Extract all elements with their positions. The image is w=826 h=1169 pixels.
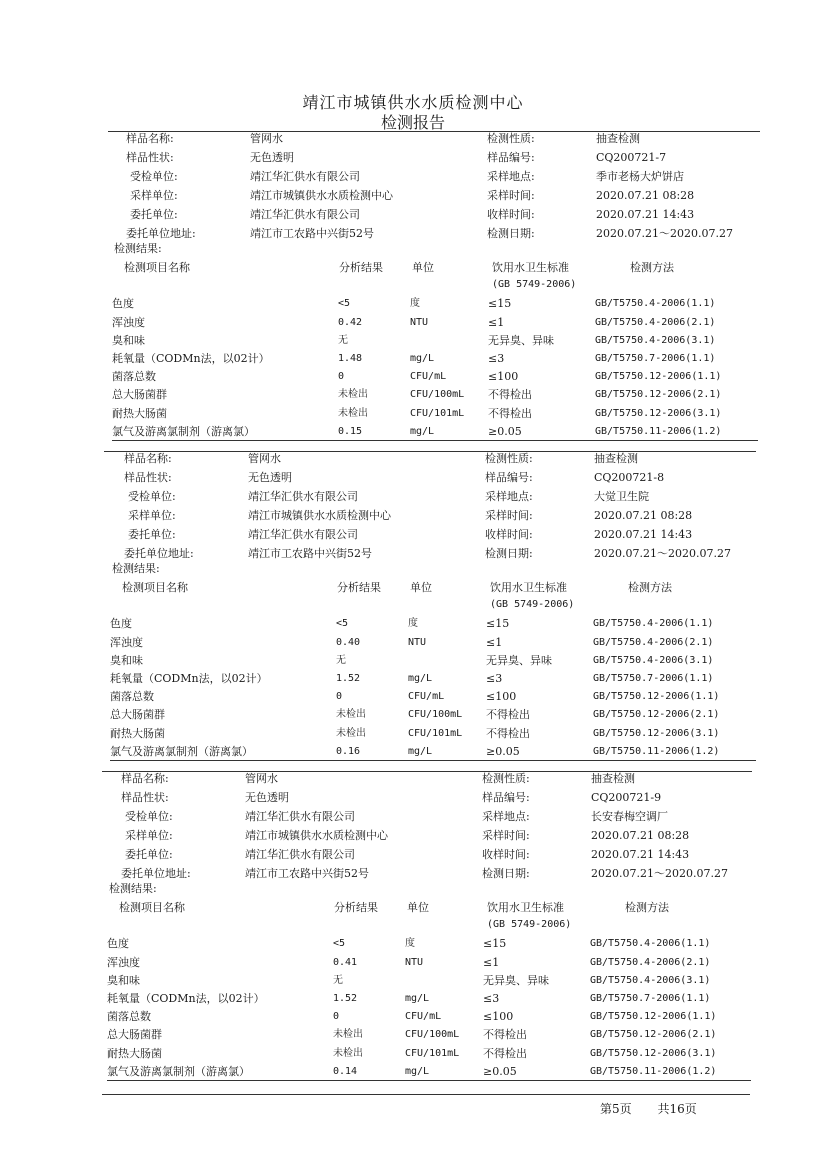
col-header-item: 检测项目名称 bbox=[124, 261, 190, 274]
info-value: 2020.07.21～2020.07.27 bbox=[594, 547, 731, 560]
row-item: 耗氧量（CODMn法，以02计） bbox=[112, 352, 270, 365]
row-method: GB/T5750.12-2006(1.1) bbox=[590, 1011, 717, 1022]
row-result: 0.41 bbox=[333, 957, 358, 968]
row-standard: ≥0.05 bbox=[483, 1065, 517, 1078]
row-standard: ≤100 bbox=[483, 1010, 514, 1023]
row-method: GB/T5750.4-2006(3.1) bbox=[593, 655, 714, 666]
row-unit: mg/L bbox=[408, 673, 433, 684]
info-label: 检测日期: bbox=[487, 227, 535, 240]
row-method: GB/T5750.7-2006(1.1) bbox=[590, 993, 711, 1004]
row-standard: ≤100 bbox=[486, 690, 517, 703]
info-value: 无色透明 bbox=[248, 471, 292, 484]
row-result: <5 bbox=[333, 938, 346, 949]
row-item: 总大肠菌群 bbox=[110, 708, 165, 721]
row-item: 耗氧量（CODMn法，以02计） bbox=[110, 672, 268, 685]
info-label: 样品性状: bbox=[126, 151, 174, 164]
row-result: 无 bbox=[338, 335, 348, 346]
section-divider bbox=[108, 131, 760, 132]
info-value: CQ200721-8 bbox=[594, 471, 665, 484]
row-unit: mg/L bbox=[405, 1066, 430, 1077]
table-bottom-rule bbox=[110, 760, 756, 761]
info-value: 2020.07.21～2020.07.27 bbox=[591, 867, 728, 880]
info-value: 靖江市城镇供水水质检测中心 bbox=[250, 189, 393, 202]
row-unit: 度 bbox=[410, 298, 420, 309]
col-header-item: 检测项目名称 bbox=[119, 901, 185, 914]
row-item: 耐热大肠菌 bbox=[110, 727, 165, 740]
row-standard: ≤3 bbox=[488, 352, 505, 365]
row-standard: 不得检出 bbox=[483, 1028, 527, 1041]
row-unit: CFU/mL bbox=[405, 1011, 442, 1022]
row-method: GB/T5750.12-2006(2.1) bbox=[590, 1029, 717, 1040]
row-method: GB/T5750.12-2006(3.1) bbox=[595, 408, 722, 419]
row-method: GB/T5750.12-2006(3.1) bbox=[590, 1048, 717, 1059]
row-item: 氯气及游离氯制剂（游离氯） bbox=[110, 745, 253, 758]
row-result: 未检出 bbox=[338, 408, 368, 419]
row-standard: 不得检出 bbox=[486, 708, 530, 721]
row-unit: CFU/101mL bbox=[410, 408, 465, 419]
info-label: 受检单位: bbox=[128, 490, 176, 503]
row-result: 0.15 bbox=[338, 426, 363, 437]
row-standard: ≤3 bbox=[486, 672, 503, 685]
row-unit: mg/L bbox=[410, 353, 435, 364]
info-label: 采样单位: bbox=[130, 189, 178, 202]
row-result: 未检出 bbox=[336, 728, 366, 739]
row-result: 1.52 bbox=[333, 993, 358, 1004]
row-method: GB/T5750.4-2006(1.1) bbox=[595, 298, 716, 309]
row-method: GB/T5750.7-2006(1.1) bbox=[593, 673, 714, 684]
row-standard: ≤1 bbox=[488, 316, 505, 329]
row-result: 1.52 bbox=[336, 673, 361, 684]
row-unit: mg/L bbox=[410, 426, 435, 437]
row-unit: CFU/100mL bbox=[408, 709, 463, 720]
info-value: 靖江华汇供水有限公司 bbox=[245, 848, 355, 861]
info-label: 委托单位地址: bbox=[126, 227, 196, 240]
col-header-unit: 单位 bbox=[412, 261, 434, 274]
info-value: 管网水 bbox=[245, 772, 278, 785]
row-method: GB/T5750.12-2006(1.1) bbox=[595, 371, 722, 382]
row-method: GB/T5750.4-2006(3.1) bbox=[595, 335, 716, 346]
row-method: GB/T5750.11-2006(1.2) bbox=[590, 1066, 717, 1077]
row-standard: ≤100 bbox=[488, 370, 519, 383]
page-footer bbox=[600, 1100, 719, 1117]
row-unit: CFU/mL bbox=[408, 691, 445, 702]
row-result: <5 bbox=[336, 618, 349, 629]
info-value: 靖江华汇供水有限公司 bbox=[245, 810, 355, 823]
row-item: 菌落总数 bbox=[112, 370, 156, 383]
info-label: 样品编号: bbox=[482, 791, 530, 804]
info-value: CQ200721-9 bbox=[591, 791, 662, 804]
row-method: GB/T5750.7-2006(1.1) bbox=[595, 353, 716, 364]
row-result: <5 bbox=[338, 298, 351, 309]
info-value: 靖江华汇供水有限公司 bbox=[248, 528, 358, 541]
row-unit: CFU/101mL bbox=[405, 1048, 460, 1059]
row-item: 耐热大肠菌 bbox=[107, 1047, 162, 1060]
info-label: 采样时间: bbox=[482, 829, 530, 842]
row-unit: NTU bbox=[405, 957, 424, 968]
info-label: 委托单位地址: bbox=[121, 867, 191, 880]
info-value: 靖江华汇供水有限公司 bbox=[248, 490, 358, 503]
row-item: 耗氧量（CODMn法，以02计） bbox=[107, 992, 265, 1005]
row-item: 色度 bbox=[110, 617, 132, 630]
info-value: 靖江市城镇供水水质检测中心 bbox=[245, 829, 388, 842]
col-header-standard-ref: (GB 5749-2006) bbox=[487, 919, 572, 930]
col-header-standard: 饮用水卫生标准 bbox=[492, 261, 569, 274]
info-label: 检测日期: bbox=[485, 547, 533, 560]
info-label: 采样时间: bbox=[487, 189, 535, 202]
info-value: 靖江市城镇供水水质检测中心 bbox=[248, 509, 391, 522]
row-item: 菌落总数 bbox=[107, 1010, 151, 1023]
row-unit: 度 bbox=[405, 938, 415, 949]
row-standard: ≤1 bbox=[486, 636, 503, 649]
info-label: 受检单位: bbox=[125, 810, 173, 823]
results-label: 检测结果: bbox=[109, 882, 157, 895]
row-item: 总大肠菌群 bbox=[112, 388, 167, 401]
row-result: 0.40 bbox=[336, 637, 361, 648]
info-label: 检测日期: bbox=[482, 867, 530, 880]
info-value: 抽查检测 bbox=[591, 772, 635, 785]
col-header-result: 分析结果 bbox=[334, 901, 378, 914]
info-label: 采样地点: bbox=[485, 490, 533, 503]
row-standard: 无异臭、异味 bbox=[483, 974, 549, 987]
section-divider bbox=[104, 451, 756, 452]
row-standard: 无异臭、异味 bbox=[486, 654, 552, 667]
footer-rule bbox=[102, 1094, 750, 1095]
col-header-method: 检测方法 bbox=[625, 901, 669, 914]
info-value: 2020.07.21 08:28 bbox=[596, 189, 695, 202]
col-header-standard-ref: (GB 5749-2006) bbox=[492, 279, 577, 290]
col-header-method: 检测方法 bbox=[628, 581, 672, 594]
row-standard: ≤15 bbox=[486, 617, 510, 630]
info-label: 收样时间: bbox=[487, 208, 535, 221]
info-label: 采样单位: bbox=[125, 829, 173, 842]
row-item: 浑浊度 bbox=[112, 316, 145, 329]
info-label: 采样地点: bbox=[482, 810, 530, 823]
col-header-standard-ref: (GB 5749-2006) bbox=[490, 599, 575, 610]
row-method: GB/T5750.4-2006(1.1) bbox=[593, 618, 714, 629]
row-unit: CFU/mL bbox=[410, 371, 447, 382]
row-standard: ≥0.05 bbox=[488, 425, 522, 438]
info-label: 样品名称: bbox=[121, 772, 169, 785]
row-result: 未检出 bbox=[338, 389, 368, 400]
page-total: 共16页 bbox=[657, 1102, 697, 1116]
info-value: 靖江华汇供水有限公司 bbox=[250, 208, 360, 221]
row-result: 0 bbox=[338, 371, 345, 382]
row-standard: 不得检出 bbox=[486, 727, 530, 740]
info-value: 大觉卫生院 bbox=[594, 490, 649, 503]
row-method: GB/T5750.4-2006(1.1) bbox=[590, 938, 711, 949]
row-item: 色度 bbox=[107, 937, 129, 950]
row-method: GB/T5750.4-2006(2.1) bbox=[593, 637, 714, 648]
info-label: 采样地点: bbox=[487, 170, 535, 183]
info-value: 管网水 bbox=[248, 452, 281, 465]
row-method: GB/T5750.12-2006(2.1) bbox=[595, 389, 722, 400]
row-standard: 不得检出 bbox=[488, 388, 532, 401]
row-method: GB/T5750.11-2006(1.2) bbox=[595, 426, 722, 437]
row-unit: CFU/100mL bbox=[405, 1029, 460, 1040]
col-header-result: 分析结果 bbox=[337, 581, 381, 594]
info-value: 抽查检测 bbox=[594, 452, 638, 465]
results-label: 检测结果: bbox=[114, 242, 162, 255]
report-title: 检测报告 bbox=[380, 113, 445, 132]
info-value: 2020.07.21 14:43 bbox=[594, 528, 693, 541]
row-unit: mg/L bbox=[405, 993, 430, 1004]
info-value: 管网水 bbox=[250, 132, 283, 145]
info-value: CQ200721-7 bbox=[596, 151, 667, 164]
row-result: 未检出 bbox=[333, 1029, 363, 1040]
row-result: 0.14 bbox=[333, 1066, 358, 1077]
row-item: 色度 bbox=[112, 297, 134, 310]
col-header-method: 检测方法 bbox=[630, 261, 674, 274]
row-item: 菌落总数 bbox=[110, 690, 154, 703]
row-item: 氯气及游离氯制剂（游离氯） bbox=[112, 425, 255, 438]
row-standard: 不得检出 bbox=[488, 407, 532, 420]
row-item: 臭和味 bbox=[112, 334, 145, 347]
row-standard: ≤1 bbox=[483, 956, 500, 969]
row-result: 无 bbox=[336, 655, 346, 666]
info-label: 检测性质: bbox=[487, 132, 535, 145]
info-label: 委托单位地址: bbox=[124, 547, 194, 560]
row-result: 0.16 bbox=[336, 746, 361, 757]
row-result: 0 bbox=[333, 1011, 340, 1022]
row-method: GB/T5750.11-2006(1.2) bbox=[593, 746, 720, 757]
info-label: 采样时间: bbox=[485, 509, 533, 522]
page-number: 第5页 bbox=[600, 1102, 632, 1116]
info-label: 采样单位: bbox=[128, 509, 176, 522]
info-value: 抽查检测 bbox=[596, 132, 640, 145]
row-method: GB/T5750.4-2006(3.1) bbox=[590, 975, 711, 986]
col-header-result: 分析结果 bbox=[339, 261, 383, 274]
row-item: 氯气及游离氯制剂（游离氯） bbox=[107, 1065, 250, 1078]
row-standard: ≤15 bbox=[483, 937, 507, 950]
info-value: 靖江市工农路中兴街52号 bbox=[245, 867, 369, 880]
info-label: 样品性状: bbox=[124, 471, 172, 484]
row-unit: CFU/101mL bbox=[408, 728, 463, 739]
info-label: 样品编号: bbox=[485, 471, 533, 484]
info-value: 靖江华汇供水有限公司 bbox=[250, 170, 360, 183]
info-label: 检测性质: bbox=[482, 772, 530, 785]
results-label: 检测结果: bbox=[112, 562, 160, 575]
row-standard: 无异臭、异味 bbox=[488, 334, 554, 347]
row-method: GB/T5750.12-2006(1.1) bbox=[593, 691, 720, 702]
info-label: 样品名称: bbox=[126, 132, 174, 145]
row-unit: mg/L bbox=[408, 746, 433, 757]
row-item: 耐热大肠菌 bbox=[112, 407, 167, 420]
info-label: 样品性状: bbox=[121, 791, 169, 804]
org-title: 靖江市城镇供水水质检测中心 bbox=[302, 93, 524, 112]
row-standard: ≤15 bbox=[488, 297, 512, 310]
row-method: GB/T5750.12-2006(2.1) bbox=[593, 709, 720, 720]
row-unit: CFU/100mL bbox=[410, 389, 465, 400]
info-value: 2020.07.21 14:43 bbox=[596, 208, 695, 221]
sample-section bbox=[110, 450, 760, 770]
row-item: 总大肠菌群 bbox=[107, 1028, 162, 1041]
row-standard: ≤3 bbox=[483, 992, 500, 1005]
info-value: 2020.07.21 14:43 bbox=[591, 848, 690, 861]
sample-section bbox=[107, 770, 757, 1090]
row-result: 未检出 bbox=[333, 1048, 363, 1059]
info-label: 样品名称: bbox=[124, 452, 172, 465]
row-method: GB/T5750.12-2006(3.1) bbox=[593, 728, 720, 739]
row-unit: NTU bbox=[410, 317, 429, 328]
col-header-item: 检测项目名称 bbox=[122, 581, 188, 594]
row-result: 1.48 bbox=[338, 353, 363, 364]
info-value: 无色透明 bbox=[245, 791, 289, 804]
row-item: 臭和味 bbox=[110, 654, 143, 667]
info-value: 长安春梅空调厂 bbox=[591, 810, 668, 823]
info-label: 委托单位: bbox=[128, 528, 176, 541]
info-label: 受检单位: bbox=[130, 170, 178, 183]
row-method: GB/T5750.4-2006(2.1) bbox=[595, 317, 716, 328]
info-value: 2020.07.21～2020.07.27 bbox=[596, 227, 733, 240]
row-result: 0 bbox=[336, 691, 343, 702]
section-divider bbox=[102, 771, 752, 772]
row-item: 浑浊度 bbox=[110, 636, 143, 649]
info-value: 靖江市工农路中兴街52号 bbox=[248, 547, 372, 560]
col-header-unit: 单位 bbox=[410, 581, 432, 594]
sample-section bbox=[112, 130, 762, 450]
info-label: 检测性质: bbox=[485, 452, 533, 465]
row-unit: NTU bbox=[408, 637, 427, 648]
row-standard: ≥0.05 bbox=[486, 745, 520, 758]
row-method: GB/T5750.4-2006(2.1) bbox=[590, 957, 711, 968]
info-value: 2020.07.21 08:28 bbox=[594, 509, 693, 522]
info-value: 无色透明 bbox=[250, 151, 294, 164]
table-bottom-rule bbox=[107, 1080, 751, 1081]
info-label: 收样时间: bbox=[485, 528, 533, 541]
info-value: 季市老杨大炉饼店 bbox=[596, 170, 684, 183]
col-header-standard: 饮用水卫生标准 bbox=[490, 581, 567, 594]
info-value: 2020.07.21 08:28 bbox=[591, 829, 690, 842]
row-unit: 度 bbox=[408, 618, 418, 629]
row-result: 无 bbox=[333, 975, 343, 986]
row-result: 未检出 bbox=[336, 709, 366, 720]
row-item: 浑浊度 bbox=[107, 956, 140, 969]
col-header-standard: 饮用水卫生标准 bbox=[487, 901, 564, 914]
info-label: 样品编号: bbox=[487, 151, 535, 164]
row-standard: 不得检出 bbox=[483, 1047, 527, 1060]
table-bottom-rule bbox=[112, 440, 758, 441]
row-item: 臭和味 bbox=[107, 974, 140, 987]
info-label: 委托单位: bbox=[130, 208, 178, 221]
info-label: 委托单位: bbox=[125, 848, 173, 861]
col-header-unit: 单位 bbox=[407, 901, 429, 914]
info-value: 靖江市工农路中兴街52号 bbox=[250, 227, 374, 240]
row-result: 0.42 bbox=[338, 317, 363, 328]
info-label: 收样时间: bbox=[482, 848, 530, 861]
